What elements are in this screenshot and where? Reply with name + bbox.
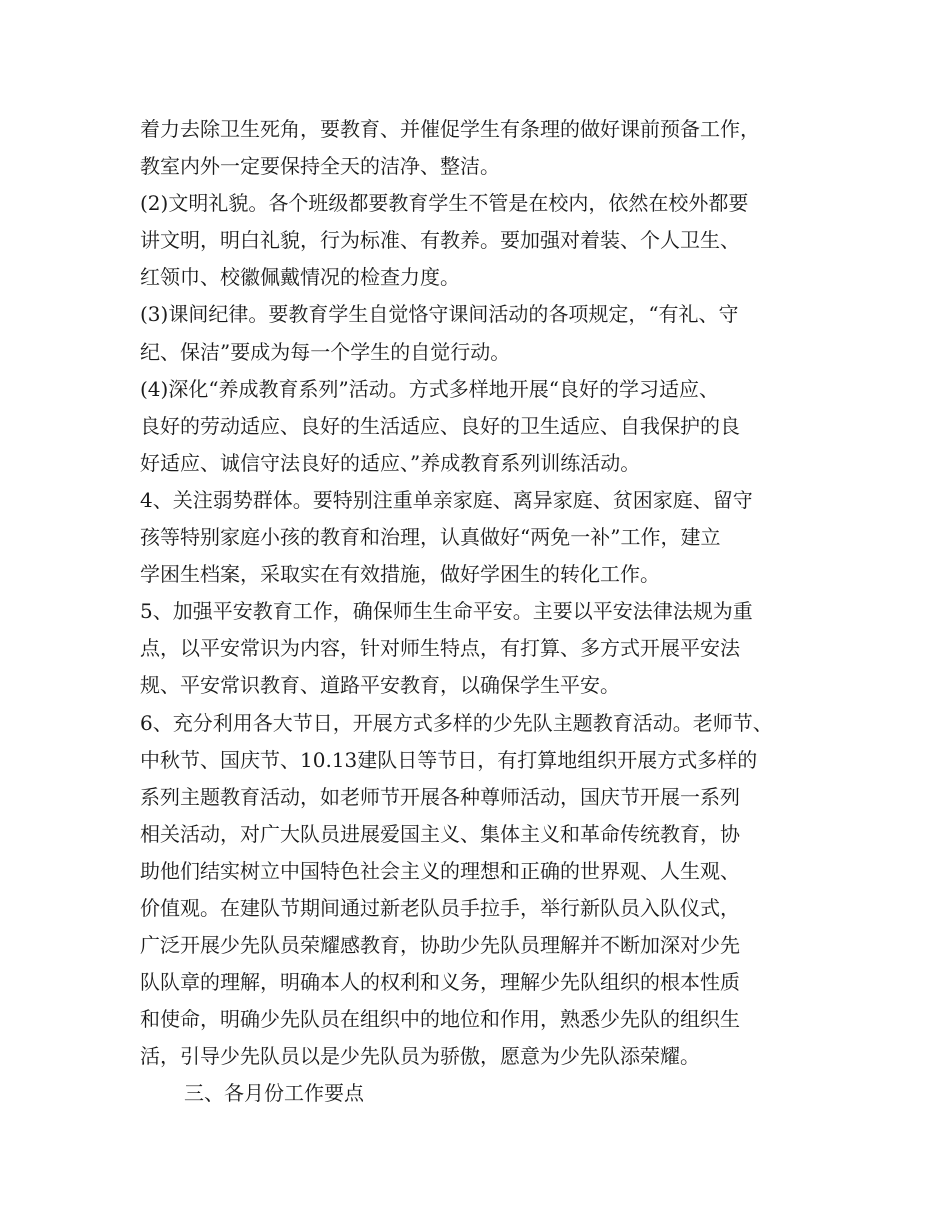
text-line: 良好的劳动适应、良好的生活适应、良好的卫生适应、自我保护的良 (140, 413, 740, 438)
text-line: 系列主题教育活动，如老师节开展各种尊师活动，国庆节开展一系列 (140, 784, 740, 809)
text-line: 6、充分利用各大节日，开展方式多样的少先队主题教育活动。老师节、 (140, 710, 773, 735)
text-line: 4、关注弱势群体。要特别注重单亲家庭、离异家庭、贫困家庭、留守 (140, 487, 753, 512)
section-heading: 三、各月份工作要点 (184, 1081, 364, 1106)
text-line: 队队章的理解，明确本人的权利和义务，理解少先队组织的根本性质 (140, 970, 740, 995)
text-line: (4)深化“养成教育系列”活动。方式多样地开展“良好的学习适应、 (140, 376, 720, 401)
text-line: 点，以平安常识为内容，针对师生特点，有打算、多方式开展平安法 (140, 636, 740, 661)
text-line: 相关活动，对广大队员进展爱国主义、集体主义和革命传统教育，协 (140, 821, 740, 846)
text-line: 红领巾、校徽佩戴情况的检查力度。 (140, 265, 460, 290)
text-line: 助他们结实树立中国特色社会主义的理想和正确的世界观、人生观、 (140, 858, 740, 883)
text-line: 学困生档案，采取实在有效措施，做好学困生的转化工作。 (140, 562, 660, 587)
text-line: (2)文明礼貌。各个班级都要教育学生不管是在校内，依然在校外都要 (140, 191, 749, 216)
text-line: 广泛开展少先队员荣耀感教育，协助少先队员理解并不断加深对少先 (140, 933, 740, 958)
document-body (140, 111, 840, 1113)
text-line: 讲文明，明白礼貌，行为标准、有教养。要加强对着装、个人卫生、 (140, 228, 740, 253)
text-line: 教室内外一定要保持全天的洁净、整洁。 (140, 154, 500, 179)
text-line: 孩等特别家庭小孩的教育和治理，认真做好“两免一补”工作，建立 (140, 525, 721, 550)
text-line: 5、加强平安教育工作，确保师生生命平安。主要以平安法律法规为重 (140, 599, 753, 624)
text-line: 好适应、诚信守法良好的适应、”养成教育系列训练活动。 (140, 450, 641, 475)
text-line: 中秋节、国庆节、10.13建队日等节日，有打算地组织开展方式多样的 (140, 747, 758, 772)
text-line: 活，引导少先队员以是少先队员为骄傲，愿意为少先队添荣耀。 (140, 1044, 700, 1069)
text-line: (3)课间纪律。要教育学生自觉恪守课间活动的各项规定，“有礼、守 (140, 302, 739, 327)
text-line: 纪、保洁”要成为每一个学生的自觉行动。 (140, 339, 511, 364)
text-line: 价值观。在建队节期间通过新老队员手拉手，举行新队员入队仪式， (140, 895, 740, 920)
text-line: 规、平安常识教育、道路平安教育，以确保学生平安。 (140, 673, 620, 698)
text-line: 和使命，明确少先队员在组织中的地位和作用，熟悉少先队的组织生 (140, 1007, 740, 1032)
text-line: 着力去除卫生死角，要教育、并催促学生有条理的做好课前预备工作， (140, 117, 760, 141)
